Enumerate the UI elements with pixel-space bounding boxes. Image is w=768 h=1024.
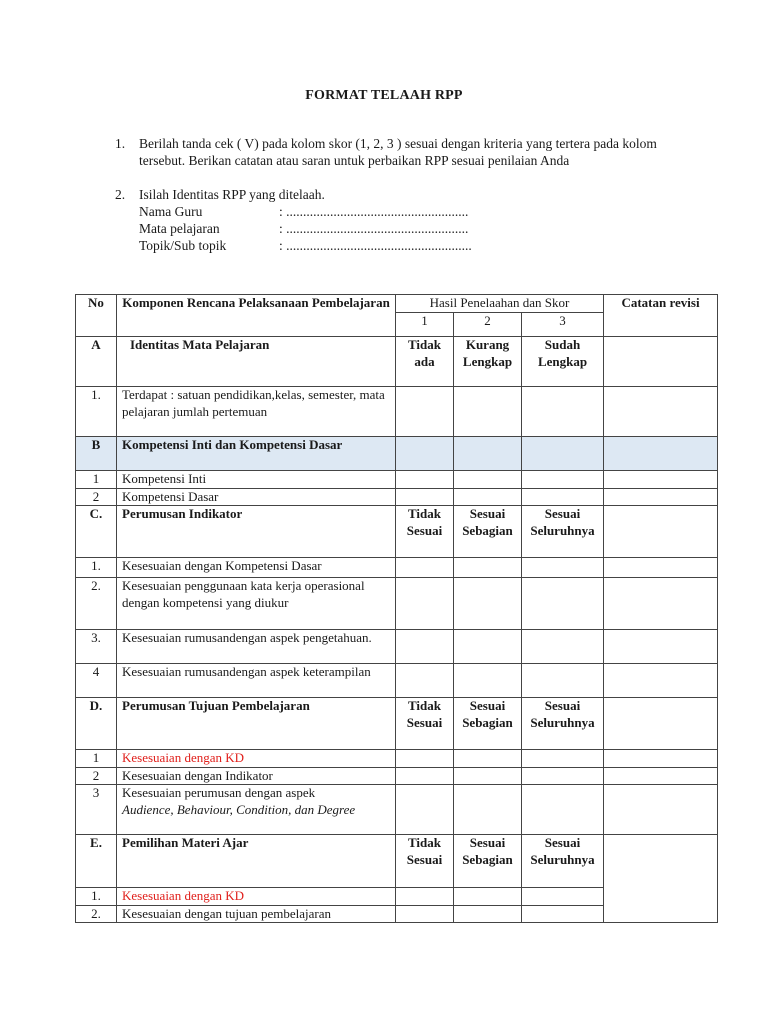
table-row — [76, 471, 718, 489]
notes-cell[interactable] — [604, 750, 718, 768]
score-cell[interactable] — [522, 488, 604, 506]
instruction-item — [115, 186, 695, 203]
table-row — [76, 488, 718, 506]
score-label: Sesuai Seluruhnya — [522, 835, 604, 888]
score-cell[interactable] — [396, 905, 454, 923]
score-label: Sesuai Sebagian — [454, 698, 522, 750]
row-number: 1 — [76, 471, 117, 489]
score-label: Sudah Lengkap — [522, 337, 604, 387]
notes-cell[interactable] — [604, 558, 718, 578]
table-row — [76, 750, 718, 768]
row-number: 1. — [76, 387, 117, 437]
row-number: 4 — [76, 664, 117, 698]
notes-cell[interactable] — [604, 664, 718, 698]
score-cell[interactable] — [454, 905, 522, 923]
score-cell[interactable] — [396, 437, 454, 471]
row-text: Kesesuaian penggunaan kata kerja operasional dengan kompetensi yang diukur — [117, 578, 396, 630]
section-row-d — [76, 698, 718, 750]
identity-field-nama-guru — [139, 203, 695, 220]
score-cell[interactable] — [522, 578, 604, 630]
instruction-text: Isilah Identitas RPP yang ditelaah. — [139, 187, 325, 202]
score-cell[interactable] — [522, 437, 604, 471]
score-cell[interactable] — [522, 471, 604, 489]
instruction-text: Berilah tanda cek ( V) pada kolom skor (1, 2, 3 ) sesuai dengan kriteria yang tertera pada kolom tersebut. Berikan catatan atau saran untuk perbaikan RPP sesuai penilaian Anda — [139, 136, 657, 168]
header-no: No — [76, 295, 117, 337]
field-value[interactable]: : ...................................................... — [279, 221, 469, 236]
identity-field-topik — [139, 237, 695, 254]
section-code: C. — [76, 506, 117, 558]
score-cell[interactable] — [396, 471, 454, 489]
score-cell[interactable] — [454, 488, 522, 506]
table-row — [76, 387, 718, 437]
table-row — [76, 578, 718, 630]
row-text: Kesesuaian rumusandengan aspek keterampilan — [117, 664, 396, 698]
section-row-a — [76, 337, 718, 387]
score-cell[interactable] — [454, 767, 522, 785]
score-cell[interactable] — [454, 578, 522, 630]
section-title: Pemilihan Materi Ajar — [117, 835, 396, 888]
score-cell[interactable] — [522, 750, 604, 768]
notes-cell[interactable] — [604, 387, 718, 437]
table-row — [76, 785, 718, 835]
table-row — [76, 767, 718, 785]
score-cell[interactable] — [522, 387, 604, 437]
row-number: 2. — [76, 578, 117, 630]
page-title: FORMAT TELAAH RPP — [305, 88, 463, 103]
score-label: Kurang Lengkap — [454, 337, 522, 387]
notes-cell[interactable] — [604, 337, 718, 387]
score-label: Sesuai Seluruhnya — [522, 506, 604, 558]
score-cell[interactable] — [522, 905, 604, 923]
score-cell[interactable] — [522, 888, 604, 906]
section-title: Identitas Mata Pelajaran — [117, 337, 396, 387]
field-label: Nama Guru — [139, 204, 203, 219]
score-label: Sesuai Sebagian — [454, 506, 522, 558]
score-cell[interactable] — [396, 387, 454, 437]
row-text: Kesesuaian dengan Kompetensi Dasar — [117, 558, 396, 578]
row-text: Kompetensi Dasar — [117, 488, 396, 506]
header-score-3: 3 — [522, 313, 604, 337]
row-number: 1. — [76, 558, 117, 578]
row-number: 2. — [76, 905, 117, 923]
section-title: Perumusan Indikator — [117, 506, 396, 558]
section-code: B — [76, 437, 117, 471]
score-label: Sesuai Sebagian — [454, 835, 522, 888]
score-label: Sesuai Seluruhnya — [522, 698, 604, 750]
instructions — [115, 135, 695, 254]
score-cell[interactable] — [396, 750, 454, 768]
table-row — [76, 558, 718, 578]
header-score-2: 2 — [454, 313, 522, 337]
score-cell[interactable] — [454, 471, 522, 489]
field-value[interactable]: : ....................................................... — [279, 238, 472, 253]
instruction-item — [115, 135, 695, 169]
notes-cell[interactable] — [604, 767, 718, 785]
score-cell[interactable] — [396, 664, 454, 698]
row-text: Kompetensi Inti — [117, 471, 396, 489]
row-text: Terdapat : satuan pendidikan,kelas, semester, mata pelajaran jumlah pertemuan — [117, 387, 396, 437]
row-text — [117, 785, 396, 835]
notes-cell[interactable] — [604, 785, 718, 835]
score-cell[interactable] — [522, 664, 604, 698]
section-row-c — [76, 506, 718, 558]
score-cell[interactable] — [396, 488, 454, 506]
score-cell[interactable] — [454, 750, 522, 768]
score-cell[interactable] — [396, 578, 454, 630]
section-code: E. — [76, 835, 117, 888]
score-cell[interactable] — [396, 785, 454, 835]
score-cell[interactable] — [522, 630, 604, 664]
score-label: Tidak Sesuai — [396, 698, 454, 750]
instruction-number: 1. — [115, 136, 126, 151]
row-text: Kesesuaian dengan Indikator — [117, 767, 396, 785]
field-label: Topik/Sub topik — [139, 238, 227, 253]
row-number: 3 — [76, 785, 117, 835]
score-cell[interactable] — [454, 785, 522, 835]
review-table — [75, 294, 718, 923]
score-cell[interactable] — [454, 558, 522, 578]
row-number: 1 — [76, 750, 117, 768]
header-score-1: 1 — [396, 313, 454, 337]
field-label: Mata pelajaran — [139, 221, 220, 236]
notes-cell[interactable] — [604, 471, 718, 489]
score-label: Tidak ada — [396, 337, 454, 387]
notes-cell[interactable] — [604, 506, 718, 558]
score-label: Tidak Sesuai — [396, 835, 454, 888]
score-cell[interactable] — [396, 630, 454, 664]
table-row — [76, 630, 718, 664]
row-number: 2 — [76, 488, 117, 506]
score-cell[interactable] — [454, 630, 522, 664]
row-text: Kesesuaian dengan KD — [117, 750, 396, 768]
notes-cell[interactable] — [604, 437, 718, 471]
section-row-b — [76, 437, 718, 471]
score-cell[interactable] — [454, 888, 522, 906]
notes-cell[interactable] — [604, 488, 718, 506]
score-cell[interactable] — [396, 888, 454, 906]
section-code: D. — [76, 698, 117, 750]
row-text-plain: Kesesuaian perumusan dengan aspek — [122, 785, 316, 800]
score-label: Tidak Sesuai — [396, 506, 454, 558]
notes-cell[interactable] — [604, 835, 718, 923]
row-text-italic: Audience, Behaviour, Condition, dan Degree — [122, 801, 356, 817]
score-cell[interactable] — [396, 558, 454, 578]
row-number: 2 — [76, 767, 117, 785]
row-text: Kesesuaian dengan KD — [117, 888, 396, 906]
instruction-number: 2. — [115, 187, 126, 202]
identity-field-mata-pelajaran — [139, 220, 695, 237]
notes-cell[interactable] — [604, 578, 718, 630]
row-number: 1. — [76, 888, 117, 906]
notes-cell[interactable] — [604, 698, 718, 750]
section-code: A — [76, 337, 117, 387]
header-component: Komponen Rencana Pelaksanaan Pembelajaran — [117, 295, 396, 337]
score-cell[interactable] — [396, 767, 454, 785]
score-cell[interactable] — [454, 664, 522, 698]
notes-cell[interactable] — [604, 630, 718, 664]
row-text: Kesesuaian dengan tujuan pembelajaran — [117, 905, 396, 923]
section-title: Perumusan Tujuan Pembelajaran — [117, 698, 396, 750]
section-row-e — [76, 835, 718, 888]
header-notes: Catatan revisi — [604, 295, 718, 337]
score-cell[interactable] — [522, 785, 604, 835]
header-result: Hasil Penelaahan dan Skor — [396, 295, 604, 313]
section-title: Kompetensi Inti dan Kompetensi Dasar — [117, 437, 396, 471]
score-cell[interactable] — [454, 437, 522, 471]
row-text: Kesesuaian rumusandengan aspek pengetahuan. — [117, 630, 396, 664]
score-cell[interactable] — [454, 387, 522, 437]
score-cell[interactable] — [522, 767, 604, 785]
table-row — [76, 664, 718, 698]
field-value[interactable]: : ...................................................... — [279, 204, 469, 219]
row-number: 3. — [76, 630, 117, 664]
score-cell[interactable] — [522, 558, 604, 578]
